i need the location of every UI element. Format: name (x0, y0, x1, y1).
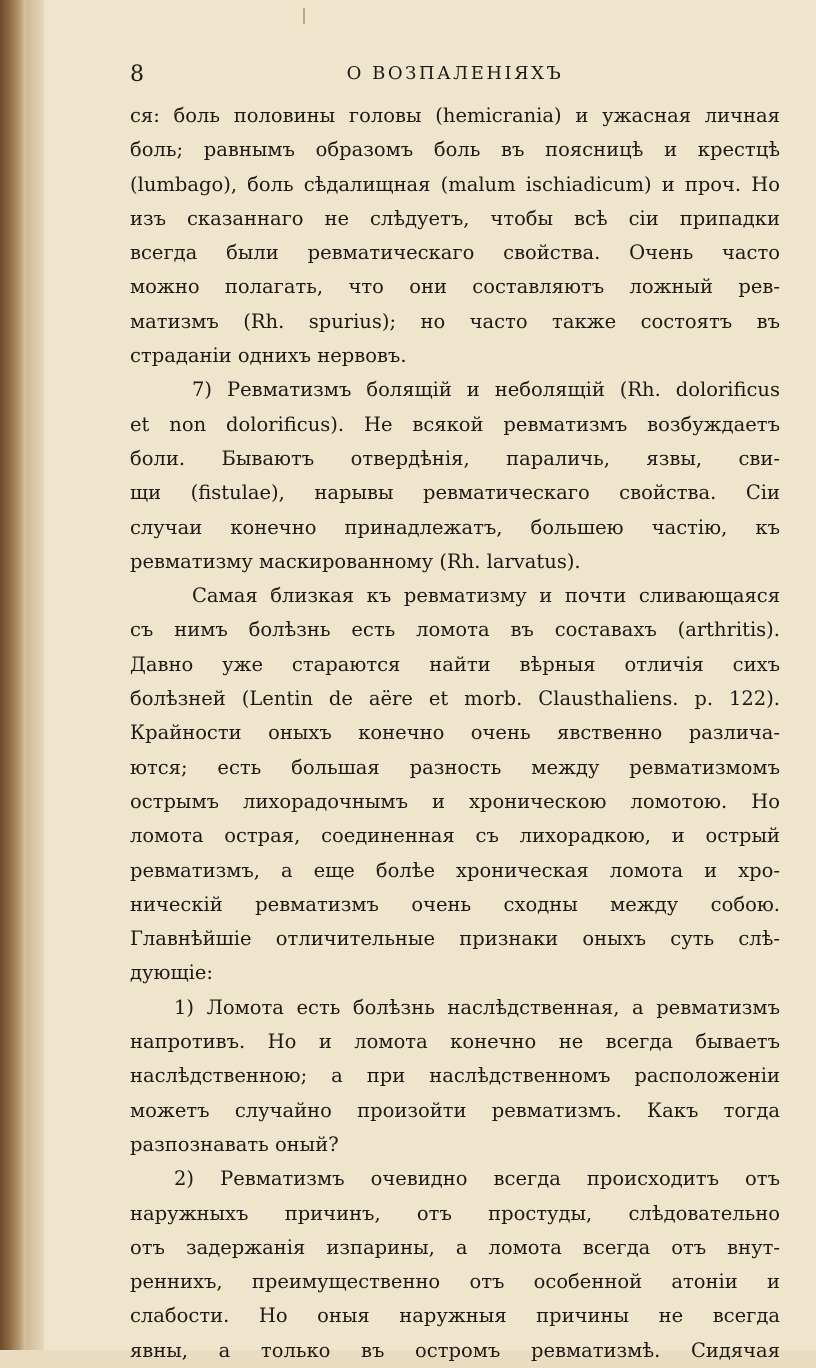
text-line: боль; равнымъ образомъ боль въ поясницѣ и крестцѣ (130, 138, 780, 162)
text-line: страданіи однихъ нервовъ. (130, 344, 407, 368)
text-line: острымъ лихорадочнымъ и хроническою ломотою. Но (130, 789, 780, 813)
body-text (130, 99, 780, 1368)
page-gutter (26, 0, 44, 1350)
text-line: наслѣдственною; а при наслѣдственномъ расположеніи (130, 1064, 780, 1088)
text-line: болѣзней (Lentin de aëre et morb. Clausthaliens. p. 122). (130, 687, 780, 711)
text-line: можно полагать, что они составляютъ ложный рев- (130, 275, 780, 299)
page-number: 8 (130, 62, 144, 87)
text-line: изъ сказаннаго не слѣдуетъ, чтобы всѣ сіи припадки (130, 206, 780, 230)
text-line: боли. Бываютъ отвердѣнія, параличь, язвы, сви- (130, 446, 780, 470)
text-line: реннихъ, преимущественно отъ особенной атоніи и (130, 1270, 780, 1294)
text-line: ническій ревматизмъ очень сходны между собою. (130, 892, 780, 916)
text-line: матизмъ (Rh. spurius); но часто также состоятъ въ (130, 309, 780, 333)
text-line: ются; есть большая разность между ревматизмомъ (130, 755, 780, 779)
text-line: ревматизму маскированному (Rh. larvatus). (130, 549, 581, 573)
text-line: 2) Ревматизмъ очевидно всегда происходитъ отъ (174, 1167, 780, 1191)
text-line: 7) Ревматизмъ болящій и неболящій (Rh. dolorificus (192, 378, 780, 402)
text-line: (lumbago), боль сѣдалищная (malum ischiadicum) и проч. Но (130, 172, 780, 196)
text-line: наружныхъ причинъ, отъ простуды, слѣдовательно (130, 1201, 780, 1225)
text-line: явны, а только въ остромъ ревматизмѣ. Сидячая (130, 1338, 780, 1362)
text-line: ся: боль половины головы (hemicrania) и ужасная личная (130, 104, 780, 127)
text-line: Давно уже стараются найти вѣрныя отличія сихъ (130, 652, 780, 676)
text-line: напротивъ. Но и ломота конечно не всегда бываетъ (130, 1030, 780, 1054)
text-line: щи (fistulae), нарывы ревматическаго свойства. Сіи (130, 481, 780, 505)
page-crease (303, 8, 305, 24)
text-line: случаи конечно принадлежатъ, большею частію, къ (130, 515, 780, 539)
text-line: разпознавать оный? (130, 1132, 339, 1156)
text-line: Главнѣйшіе отличительные признаки оныхъ суть слѣ- (130, 927, 780, 951)
book-binding (0, 0, 26, 1350)
text-line: слабости. Но оныя наружныя причины не всегда (130, 1304, 780, 1328)
text-line: Крайности оныхъ конечно очень явственно различа- (130, 721, 780, 745)
text-line: ломота острая, соединенная съ лихорадкою, и острый (130, 824, 780, 848)
page-header (130, 62, 780, 92)
text-line: съ нимъ болѣзнь есть ломота въ составахъ (arthritis). (130, 618, 780, 642)
text-line: отъ задержанія изпарины, а ломота всегда отъ внут- (130, 1235, 780, 1259)
text-line: Самая близкая къ ревматизму и почти сливающаяся (192, 584, 780, 608)
text-line: et non dolorificus). Не всякой ревматизмъ возбуждаетъ (130, 412, 780, 436)
text-line: можетъ случайно произойти ревматизмъ. Какъ тогда (130, 1098, 780, 1122)
text-line: дующіе: (130, 961, 213, 985)
text-line: 1) Ломота есть болѣзнь наслѣдственная, а ревматизмъ (174, 995, 780, 1019)
running-title: О ВОЗПАЛЕНІЯХЪ (346, 63, 564, 84)
text-line: всегда были ревматическаго свойства. Очень часто (130, 241, 780, 265)
text-line: ревматизмъ, а еще болѣе хроническая ломота и хро- (130, 858, 780, 882)
